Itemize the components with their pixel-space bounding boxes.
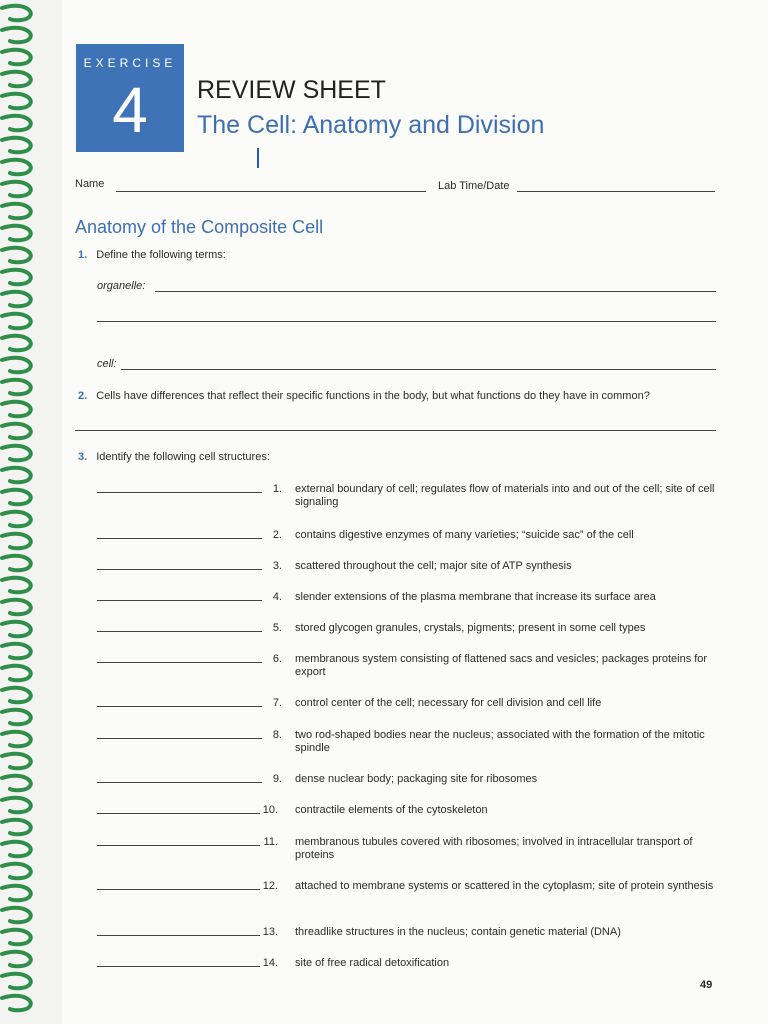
structure-item-number: 3. [272, 560, 282, 572]
spiral-coil [2, 732, 31, 746]
name-field[interactable] [116, 191, 426, 192]
name-label: Name [75, 178, 105, 190]
structure-answer-line[interactable] [97, 845, 260, 846]
spiral-coil [2, 776, 31, 790]
question-1-text: Define the following terms: [96, 249, 226, 261]
structure-item-description: two rod-shaped bodies near the nucleus; associated with the formation of the mitotic spindle [295, 729, 705, 754]
structure-item-number: 8. [272, 729, 282, 741]
labtime-label: Lab Time/Date [438, 180, 510, 192]
structure-item-description: scattered throughout the cell; major site of ATP synthesis [295, 560, 572, 572]
question-1-number: 1. [78, 249, 88, 261]
spiral-coil [2, 666, 31, 680]
exercise-badge [76, 44, 184, 152]
structure-item-description: membranous tubules covered with ribosomes; involved in intracellular transport of proteins [295, 836, 693, 861]
spiral-coil [2, 908, 31, 922]
structure-answer-line[interactable] [97, 813, 260, 814]
term-organelle-label: organelle: [97, 280, 146, 292]
structure-item-number: 7. [272, 697, 282, 709]
spiral-coil [2, 578, 31, 592]
spiral-coil [2, 556, 31, 570]
structure-item-number: 1. [272, 483, 282, 495]
spiral-coil [2, 534, 31, 548]
spiral-coil [2, 6, 31, 20]
spiral-coil [2, 248, 31, 262]
spiral-coil [2, 754, 31, 768]
spiral-coil [2, 798, 31, 812]
structure-answer-line[interactable] [97, 631, 262, 632]
spiral-coil [2, 512, 31, 526]
cell-answer-line[interactable] [121, 369, 716, 370]
spiral-coil [2, 182, 31, 196]
spiral-coil [2, 688, 31, 702]
spiral-coil [2, 28, 31, 42]
question-2-answer-line[interactable] [75, 430, 716, 431]
spiral-coil [2, 116, 31, 130]
question-1 [78, 249, 226, 261]
structure-answer-line[interactable] [97, 889, 260, 890]
page-number: 49 [700, 979, 713, 991]
structure-answer-line[interactable] [97, 706, 262, 707]
structure-item-number: 14. [262, 957, 278, 969]
spiral-coil [2, 380, 31, 394]
structure-answer-line[interactable] [97, 662, 262, 663]
spiral-coil [2, 292, 31, 306]
spiral-coil [2, 50, 31, 64]
spiral-coil [2, 490, 31, 504]
spiral-coil [2, 358, 31, 372]
spiral-coil [2, 94, 31, 108]
spiral-binding [0, 0, 40, 1024]
spiral-coil [2, 424, 31, 438]
question-2-number: 2. [78, 390, 88, 402]
question-3-text: Identify the following cell structures: [96, 451, 270, 463]
question-2-text: Cells have differences that reflect their specific functions in the body, but what functions do they have in common? [96, 390, 650, 402]
spiral-coil [2, 336, 31, 350]
spiral-coil [2, 446, 31, 460]
structure-item-number: 4. [272, 591, 282, 603]
structure-item-description: attached to membrane systems or scattered in the cytoplasm; site of protein synthesis [295, 880, 714, 892]
spiral-coil [2, 160, 31, 174]
spiral-coil [2, 842, 31, 856]
worksheet-page [62, 0, 768, 1024]
spiral-coil [2, 820, 31, 834]
labtime-field[interactable] [517, 191, 715, 192]
organelle-answer-line-1[interactable] [155, 291, 716, 292]
structure-answer-line[interactable] [97, 538, 262, 539]
organelle-answer-line-2[interactable] [97, 321, 716, 322]
exercise-label: EXERCISE [83, 56, 177, 70]
structure-item-number: 12. [262, 880, 278, 892]
spiral-coil [2, 886, 31, 900]
structure-answer-line[interactable] [97, 782, 262, 783]
structure-answer-line[interactable] [97, 966, 260, 967]
spiral-coil [2, 468, 31, 482]
structure-item-number: 13. [262, 926, 278, 938]
spiral-coil [2, 270, 31, 284]
chapter-subtitle: The Cell: Anatomy and Division [197, 111, 545, 139]
spiral-coil [2, 226, 31, 240]
structure-item-description: dense nuclear body; packaging site for ribosomes [295, 773, 538, 785]
structure-answer-line[interactable] [97, 738, 262, 739]
section-title: Anatomy of the Composite Cell [75, 217, 324, 237]
term-cell-label: cell: [97, 358, 117, 370]
review-sheet-title: REVIEW SHEET [197, 76, 386, 104]
structure-item-description: slender extensions of the plasma membrane that increase its surface area [295, 591, 656, 603]
structure-item-description: site of free radical detoxification [295, 957, 450, 969]
spiral-coil [2, 974, 31, 988]
spiral-coil [2, 600, 31, 614]
structure-item-number: 2. [272, 529, 282, 541]
question-2 [78, 390, 718, 402]
structure-item-number: 9. [272, 773, 282, 785]
spiral-coil [2, 314, 31, 328]
structure-answer-line[interactable] [97, 935, 260, 936]
text-cursor-mark [257, 148, 259, 168]
structure-item-description: membranous system consisting of flattened sacs and vesicles; packages proteins for export [295, 653, 708, 678]
structure-answer-line[interactable] [97, 569, 262, 570]
structure-answer-line[interactable] [97, 600, 262, 601]
structure-item-number: 10. [262, 804, 278, 816]
structure-item-description: control center of the cell; necessary for cell division and cell life [295, 697, 602, 709]
spiral-coil [2, 952, 31, 966]
spiral-coil [2, 864, 31, 878]
structure-item-description: stored glycogen granules, crystals, pigments; present in some cell types [295, 622, 646, 634]
structure-item-description: external boundary of cell; regulates flow of materials into and out of the cell; site of cell signaling [295, 483, 715, 508]
structure-item-description: contractile elements of the cytoskeleton [295, 804, 488, 816]
spiral-coil [2, 622, 31, 636]
structure-answer-line[interactable] [97, 492, 262, 493]
spiral-coil [2, 644, 31, 658]
spiral-coil [2, 710, 31, 724]
structure-item-number: 11. [263, 836, 278, 848]
spiral-coil [2, 72, 31, 86]
structure-item-description: contains digestive enzymes of many varieties; “suicide sac” of the cell [295, 529, 634, 541]
spiral-coil [2, 138, 31, 152]
spiral-coil [2, 930, 31, 944]
question-3-number: 3. [78, 451, 88, 463]
spiral-coil [2, 402, 31, 416]
question-3 [78, 451, 270, 463]
spiral-coil [2, 204, 31, 218]
structure-item-description: threadlike structures in the nucleus; contain genetic material (DNA) [295, 926, 621, 938]
structure-item-number: 6. [272, 653, 282, 665]
spiral-coil [2, 996, 31, 1010]
structure-item-number: 5. [272, 622, 282, 634]
exercise-number: 4 [112, 74, 148, 146]
